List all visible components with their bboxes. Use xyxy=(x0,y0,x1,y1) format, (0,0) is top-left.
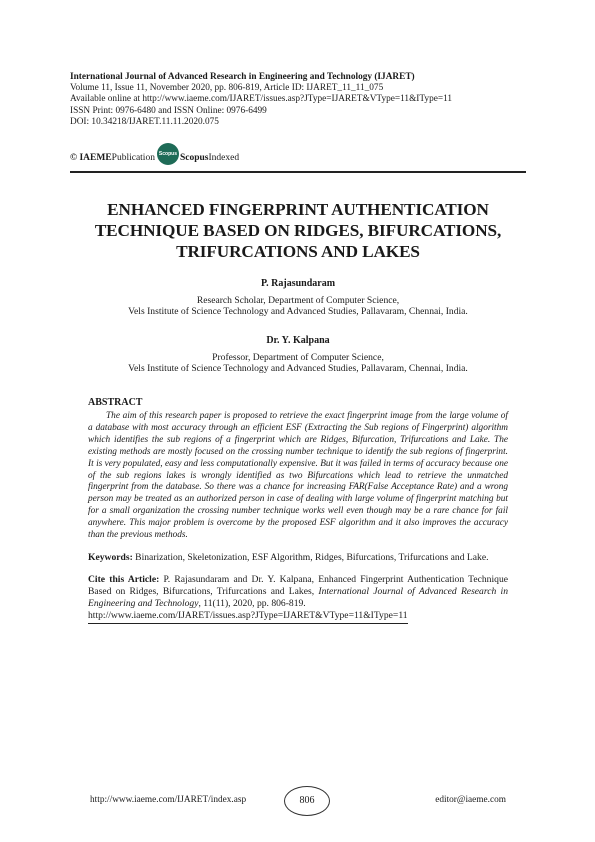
volume-line: Volume 11, Issue 11, November 2020, pp. 806-819, Article ID: IJARET_11_11_075 xyxy=(70,83,384,94)
abstract-section xyxy=(88,397,508,624)
author-institution: Vels Institute of Science Technology and Advanced Studies, Pallavaram, Chennai, India. xyxy=(128,306,468,317)
author-institution: Vels Institute of Science Technology and Advanced Studies, Pallavaram, Chennai, India. xyxy=(128,363,468,374)
abstract-text: The aim of this research paper is proposed to retrieve the exact fingerprint image from the large volume of a database with most accuracy through an efficient ESF (Extracting the Sub regions of Fingerprint) algorithm which identifies the sub regions of a fingerprint which are Ridges, Bifurcation, Trifurcations and Lake. The existing methods are mostly focused on the crossing number technique to identify the sub regions of fingerprint. It is very populated, easy and less computationally expensive. But it was failed in terms of accuracy because one of the sub regions lakes is wrongly identified as two Bifurcations which lead to retrieve the unmatched fingerprint from the database. So there was a chance for increasing FAR(False Acceptance Rate) and a wrong person may be treated as an authorized person in case of dealing with large volume of fingerprint matching but for a small organization the crossing number technique works well even though may be a rare chance for fail anywhere. This major problem is overcome by the proposed ESF algorithm and it also improves the accuracy than the previous methods. xyxy=(88,411,508,541)
keywords-text: Binarization, Skeletonization, ESF Algorithm, Ridges, Bifurcations, Trifurcations and Lake. xyxy=(132,551,489,563)
abstract-heading: ABSTRACT xyxy=(88,397,143,408)
journal-header xyxy=(70,72,530,128)
cite-text: P. Rajasundaram and Dr. Y. Kalpana, Enhanced Fingerprint Authentication Technique Based on Ridges, Bifurcations, Trifurcations and Lakes, xyxy=(88,573,508,597)
publisher-row xyxy=(70,145,239,171)
publication-label: Publication xyxy=(111,153,155,163)
cite-journal: International Journal of Advanced Research in Engineering and Technology xyxy=(88,585,508,609)
issn-line: ISSN Print: 0976-6480 and ISSN Online: 0976-6499 xyxy=(70,105,267,116)
scopus-logo-icon: Scopus xyxy=(157,143,179,165)
header-divider xyxy=(70,171,526,173)
doi-line: DOI: 10.34218/IJARET.11.11.2020.075 xyxy=(70,116,219,127)
indexed-label: Indexed xyxy=(208,153,240,163)
page-footer xyxy=(90,786,506,816)
paper-title: ENHANCED FINGERPRINT AUTHENTICATION TECHNIQUE BASED ON RIDGES, BIFURCATIONS, TRIFURCATIONS AND LAKES xyxy=(94,200,502,261)
cite-rest: , 11(11), 2020, pp. 806-819. xyxy=(198,597,306,609)
cite-label: Cite this Article: xyxy=(88,573,160,585)
author-block-2 xyxy=(60,335,536,375)
author-role: Research Scholar, Department of Computer Science, xyxy=(196,294,400,306)
footer-email-link[interactable]: editor@iaeme.com xyxy=(435,795,506,805)
page-number: 806 xyxy=(284,786,330,816)
author-name: Dr. Y. Kalpana xyxy=(266,335,330,346)
keywords-label: Keywords: xyxy=(88,551,133,563)
author-block-1 xyxy=(60,278,536,318)
journal-name: International Journal of Advanced Research in Engineering and Technology (IJARET) xyxy=(70,72,415,82)
available-online-line: Available online at http://www.iaeme.com/IJARET/issues.asp?JType=IJARET&VType=11&IType=11 xyxy=(70,94,453,105)
keywords xyxy=(88,552,508,564)
author-name: P. Rajasundaram xyxy=(260,278,336,289)
cite-url-link[interactable]: http://www.iaeme.com/IJARET/issues.asp?JType=IJARET&VType=11&IType=11 xyxy=(88,610,408,624)
scopus-label: Scopus xyxy=(179,153,209,163)
footer-url-link[interactable]: http://www.iaeme.com/IJARET/index.asp xyxy=(90,795,247,805)
citation xyxy=(88,574,508,624)
iaeme-label: © IAEME xyxy=(70,153,112,163)
author-role: Professor, Department of Computer Science, xyxy=(212,351,384,363)
